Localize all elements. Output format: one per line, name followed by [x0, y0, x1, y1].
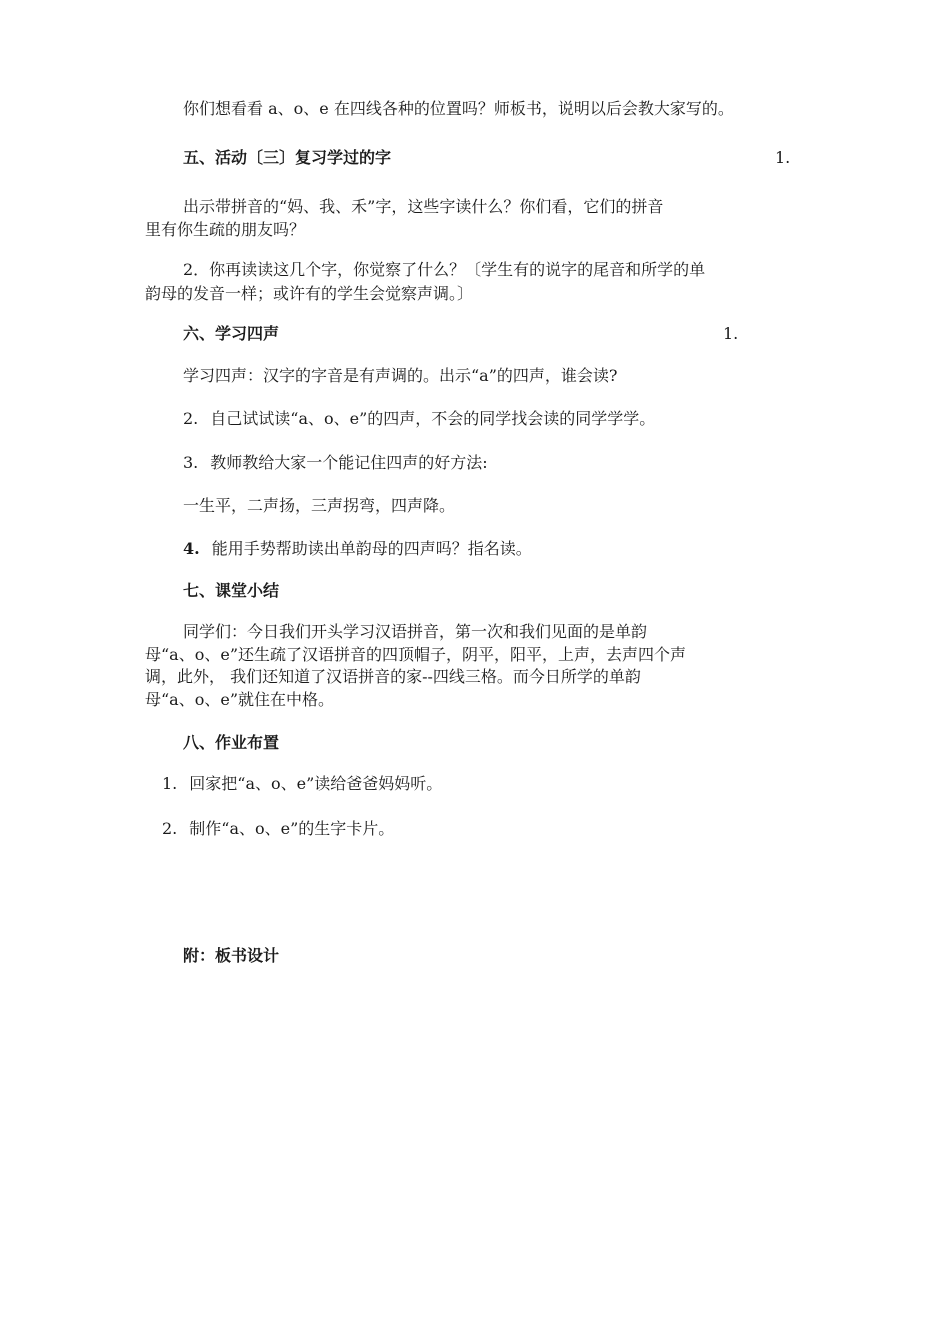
section-5-paragraph-1-line-2: 里有你生疏的朋友吗？: [145, 220, 306, 239]
section-8-heading: 八、作业布置: [183, 733, 280, 752]
list-number: 1.: [162, 774, 178, 793]
section-7-line-1: 同学们：今日我们开头学习汉语拼音，第一次和我们见面的是单韵: [183, 622, 648, 641]
section-5-paragraph-2-line-2: 韵母的发音一样；或许有的学生会觉察声调。〕: [145, 284, 474, 303]
section-7-line-3: 调，此外， 我们还知道了汉语拼音的家--四线三格。而今日所学的单韵: [145, 667, 641, 686]
section-6-item-3: [183, 452, 488, 474]
section-5-paragraph-2-line-1: 2．你再读读这几个字，你觉察了什么？〔学生有的说字的尾音和所学的单: [183, 260, 706, 279]
list-number: 2.: [162, 819, 178, 838]
section-5-heading-number: 1.: [775, 148, 791, 167]
section-7-line-2: 母“a、o、e”还生疏了汉语拼音的四顶帽子，阴平，阳平，上声，去声四个声: [145, 645, 687, 664]
section-6-heading-number: 1.: [723, 324, 739, 343]
list-number: 4.: [183, 539, 200, 558]
appendix-heading: 附：板书设计: [183, 946, 280, 965]
paragraph-intro: 你们想看看 a、o、e 在四线各种的位置吗？师板书，说明以后会教大家写的。: [183, 99, 734, 118]
section-6-item-2: [183, 408, 655, 430]
section-7-heading: 七、课堂小结: [183, 581, 280, 600]
section-6-item-4: [183, 538, 532, 560]
list-number: 2.: [183, 409, 199, 428]
section-6-paragraph-1: 学习四声：汉字的字音是有声调的。出示“a”的四声，谁会读?: [183, 366, 618, 385]
section-5-paragraph-1-line-1: 出示带拼音的“妈、我、禾”字，这些字读什么？你们看，它们的拼音: [183, 197, 664, 216]
section-6-heading: 六、学习四声: [183, 324, 280, 343]
section-8-item-1: [162, 773, 442, 795]
list-item-text: 教师教给大家一个能记住四声的好方法:: [210, 453, 488, 472]
section-6-rhyme: 一生平，二声扬，三声拐弯，四声降。: [183, 496, 456, 515]
section-8-item-2: [162, 818, 394, 840]
list-item-text: 回家把“a、o、e”读给爸爸妈妈听。: [189, 774, 443, 793]
section-7-line-4: 母“a、o、e”就住在中格。: [145, 690, 335, 709]
list-item-text: 自己试试读“a、o、e”的四声，不会的同学找会读的同学学学。: [210, 409, 656, 428]
section-5-heading: 五、活动〔三〕复习学过的字: [183, 148, 392, 167]
list-number: 3.: [183, 453, 199, 472]
list-item-text: 制作“a、o、e”的生字卡片。: [189, 819, 395, 838]
list-item-text: 能用手势帮助读出单韵母的四声吗？指名读。: [211, 539, 532, 558]
